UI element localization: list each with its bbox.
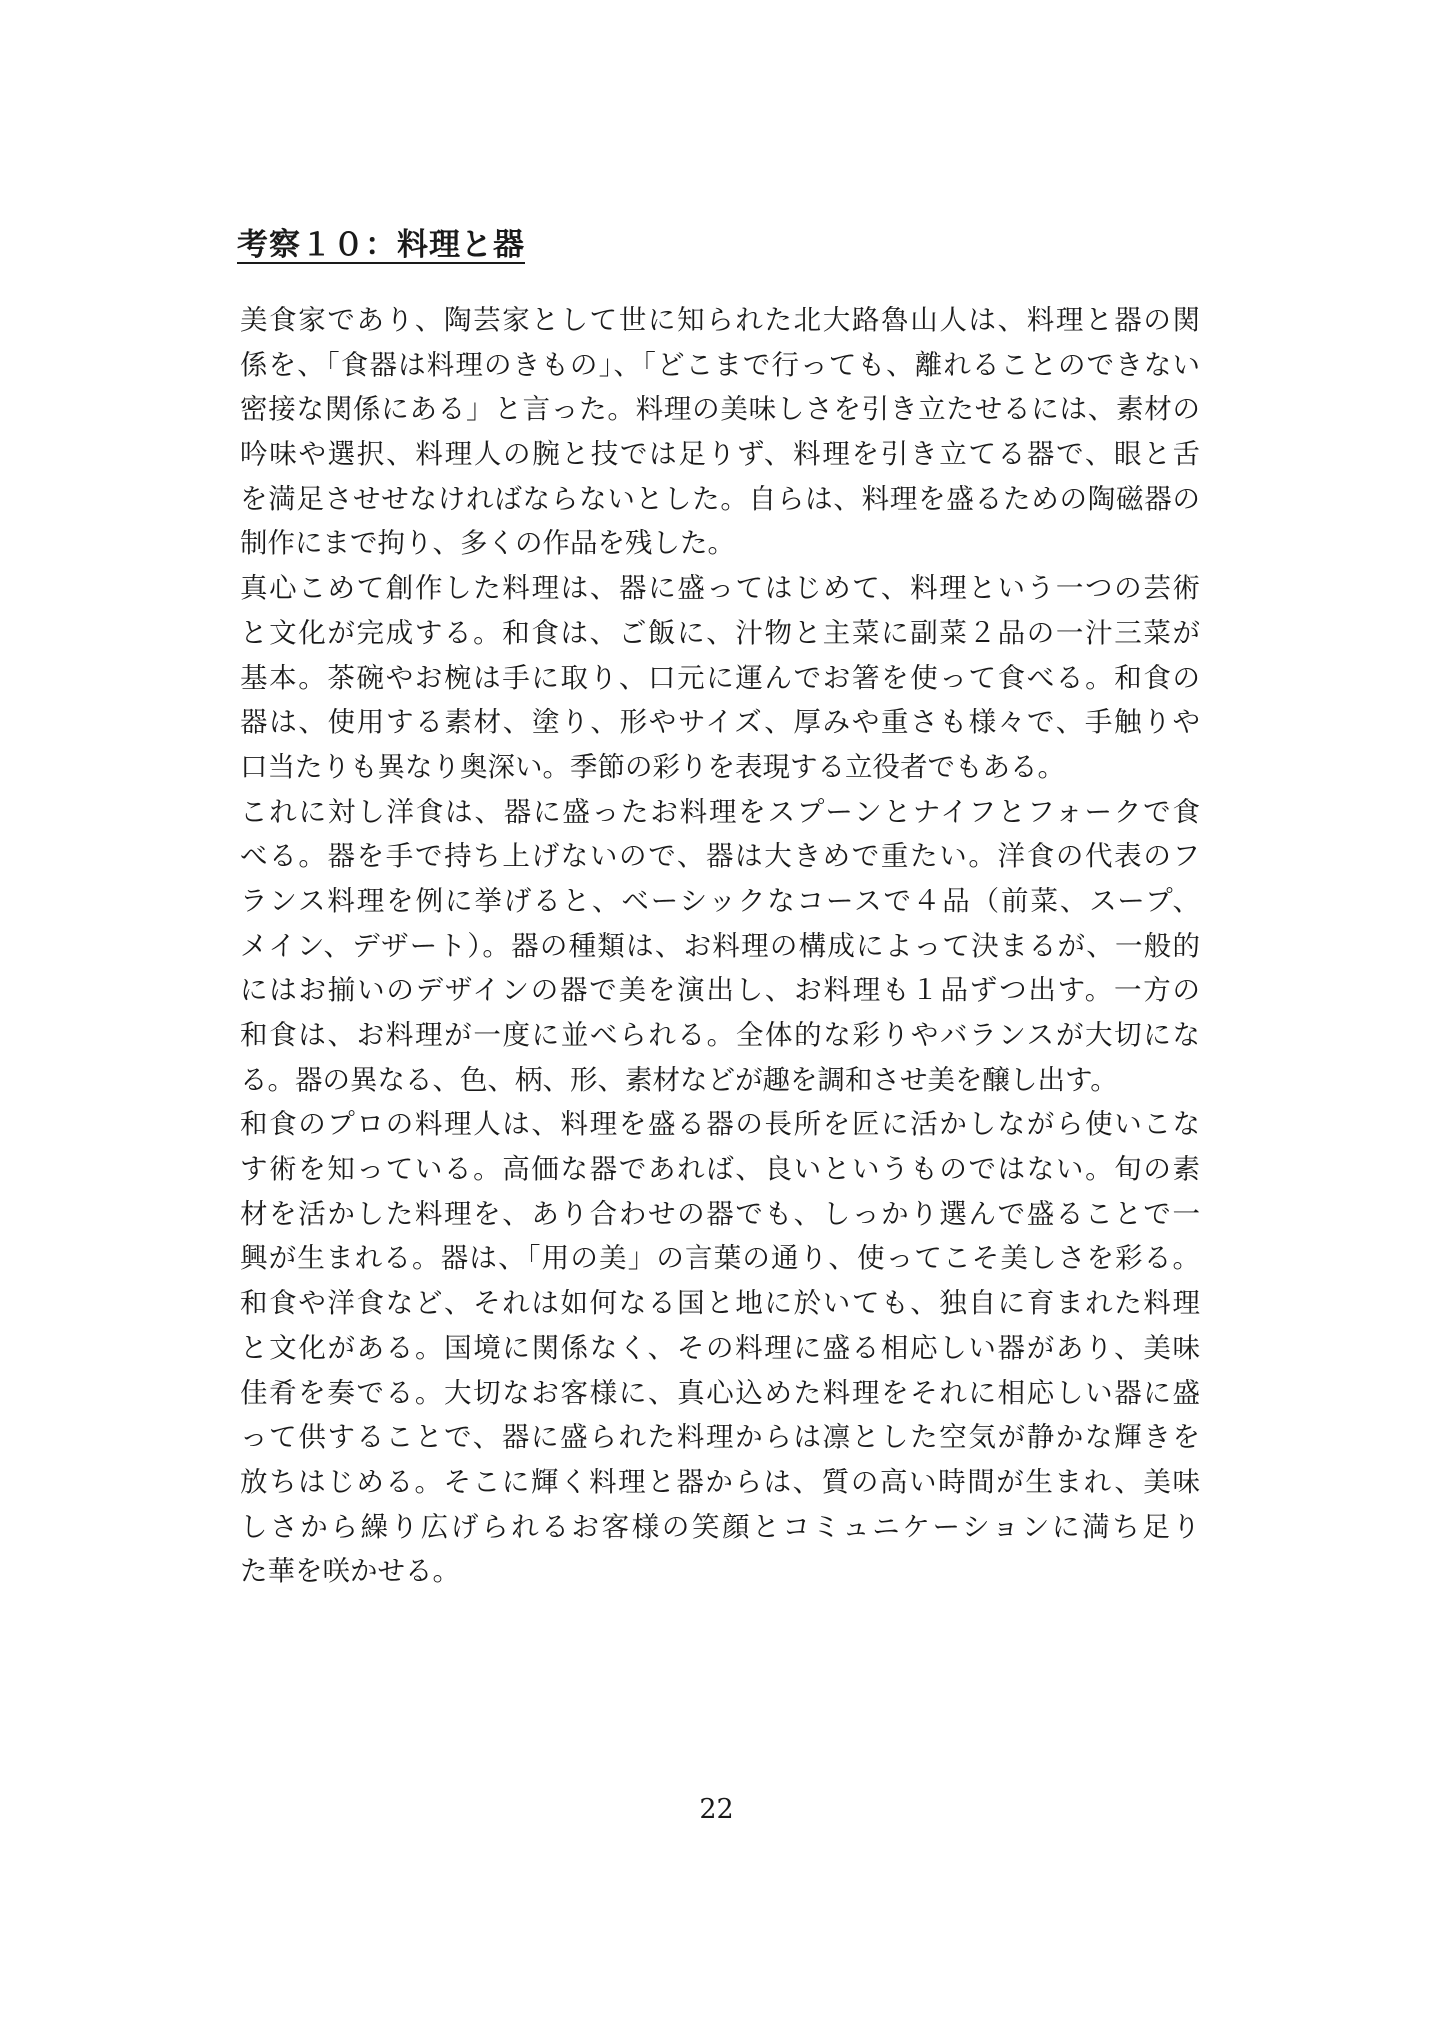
text-line: と文化が完成する。和食は、ご飯に、汁物と主菜に副菜２品の一汁三菜が — [240, 616, 1200, 649]
text-line: た華を咲かせる。 — [240, 1555, 460, 1588]
text-line: を満足させせなければならないとした。自らは、料理を盛るための陶磁器の — [240, 482, 1200, 515]
section-heading: 考察１０：料理と器 — [237, 227, 525, 263]
text-line: しさから繰り広げられるお客様の笑顔とコミュニケーションに満ち足り — [240, 1510, 1200, 1543]
text-line: ランス料理を例に挙げると、ベーシックなコースで４品（前菜、スープ、 — [240, 884, 1200, 917]
text-line: 口当たりも異なり奥深い。季節の彩りを表現する立役者でもある。 — [240, 750, 1065, 783]
text-line: メイン、デザート）。器の種類は、お料理の構成によって決まるが、一般的 — [240, 929, 1200, 962]
text-line: 材を活かした料理を、あり合わせの器でも、しっかり選んで盛ることで一 — [240, 1197, 1200, 1230]
text-line: 密接な関係にある」と言った。料理の美味しさを引き立たせるには、素材の — [240, 393, 1200, 426]
text-line: 吟味や選択、料理人の腕と技では足りず、料理を引き立てる器で、眼と舌 — [240, 438, 1200, 471]
page-number: 22 — [699, 1794, 734, 1825]
text-line: べる。器を手で持ち上げないので、器は大きめで重たい。洋食の代表のフ — [240, 840, 1200, 873]
text-line: 放ちはじめる。そこに輝く料理と器からは、質の高い時間が生まれ、美味 — [240, 1465, 1200, 1498]
text-line: る。器の異なる、色、柄、形、素材などが趣を調和させ美を醸し出す。 — [240, 1063, 1118, 1096]
text-line: 美食家であり、陶芸家として世に知られた北大路魯山人は、料理と器の関 — [240, 304, 1200, 336]
text-line: って供することで、器に盛られた料理からは凛とした空気が静かな輝きを — [240, 1421, 1200, 1454]
text-line: これに対し洋食は、器に盛ったお料理をスプーンとナイフとフォークで食 — [240, 795, 1200, 828]
text-line: 器は、使用する素材、塗り、形やサイズ、厚みや重さも様々で、手触りや — [240, 706, 1200, 739]
text-line: と文化がある。国境に関係なく、その料理に盛る相応しい器があり、美味 — [240, 1331, 1200, 1364]
body-text — [240, 298, 1200, 1594]
text-line: 佳肴を奏でる。大切なお客様に、真心込めた料理をそれに相応しい器に盛 — [240, 1376, 1200, 1409]
text-line: にはお揃いのデザインの器で美を演出し、お料理も１品ずつ出す。一方の — [240, 974, 1200, 1007]
text-line: 真心こめて創作した料理は、器に盛ってはじめて、料理という一つの芸術 — [240, 572, 1200, 605]
text-line: 和食や洋食など、それは如何なる国と地に於いても、独自に育まれた料理 — [240, 1287, 1200, 1320]
text-line: 和食のプロの料理人は、料理を盛る器の長所を匠に活かしながら使いこな — [240, 1108, 1200, 1141]
text-line: 基本。茶碗やお椀は手に取り、口元に運んでお箸を使って食べる。和食の — [240, 661, 1200, 694]
text-line: 和食は、お料理が一度に並べられる。全体的な彩りやバランスが大切にな — [240, 1019, 1200, 1051]
text-line: す術を知っている。高価な器であれば、良いというものではない。旬の素 — [240, 1153, 1200, 1186]
text-line: 興が生まれる。器は、「用の美」の言葉の通り、使ってこそ美しさを彩る。 — [240, 1242, 1200, 1275]
text-line: 制作にまで拘り、多くの作品を残した。 — [240, 527, 735, 560]
text-line: 係を、「食器は料理のきもの」、「どこまで行っても、離れることのできない — [240, 348, 1200, 381]
